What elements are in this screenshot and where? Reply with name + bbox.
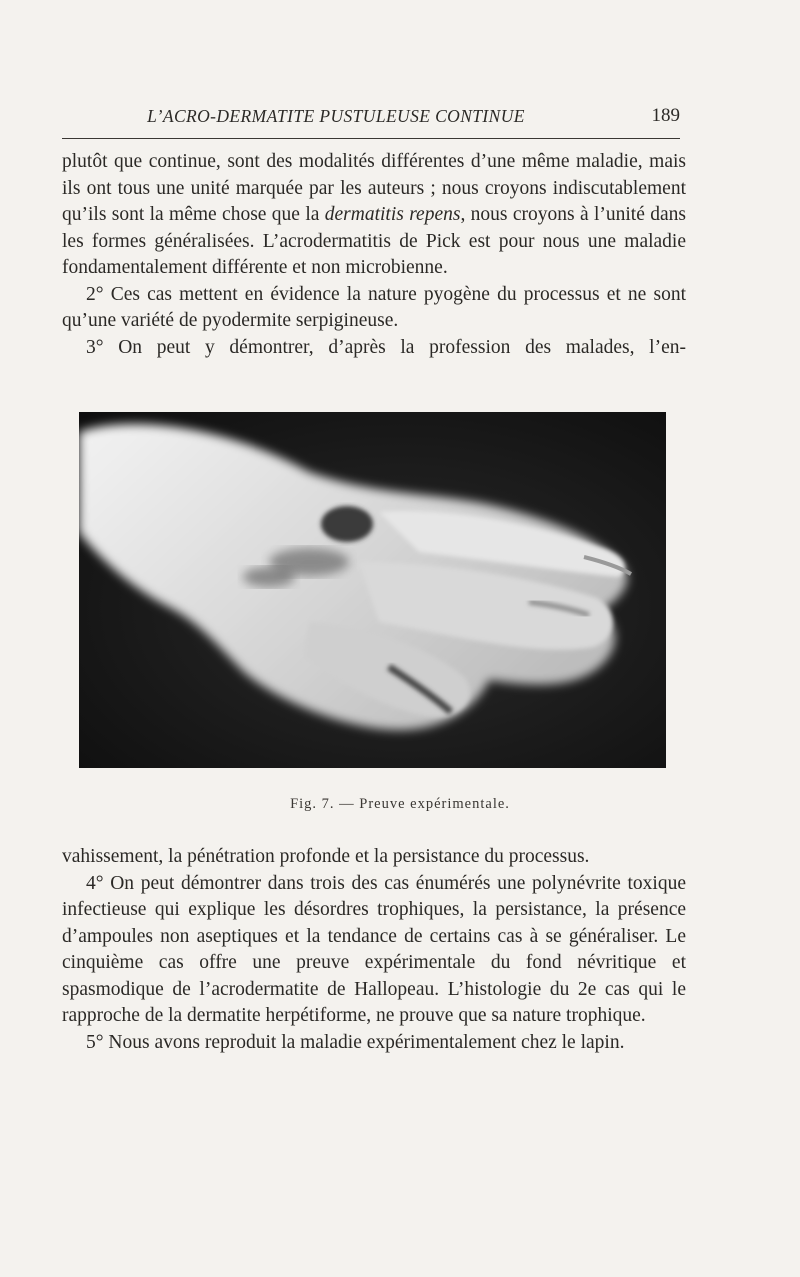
- running-title: L’ACRO-DERMATITE PUSTULEUSE CONTINUE: [147, 106, 525, 126]
- paragraph-continuation: [62, 149, 686, 282]
- paragraph-text: plutôt que continue, sont des modalités différentes d’une même maladie, mais ils ont tous une unité marquée par les auteurs ; nous croyons indiscutablement qu’ils sont la même chose que la: [62, 151, 686, 225]
- text-block-bottom: [62, 844, 686, 1056]
- paragraph-text: , nous croyons à l’unité dans les formes généralisées. L’acrodermatitis de Pick est pour nous une maladie fondamentalement différente et non microbienne.: [62, 204, 686, 278]
- text-block-top: [62, 149, 686, 361]
- paragraph-point-3: 3° On peut y démontrer, d’après la profession des malades, l’en-: [86, 336, 686, 358]
- figure-caption: Fig. 7. — Preuve expérimentale.: [290, 796, 510, 812]
- paragraph-point-4: 4° On peut démontrer dans trois des cas énumérés une polynévrite toxique infectieuse qui explique les désordres trophiques, la persistance, la présence d’ampoules non aseptiques et la tendance de certains cas à se généraliser. Le cinquième cas offre une preuve expérimentale du fond névritique et spasmodique de l’acrodermatite de Hallopeau. L’histologie du 2e cas qui le rapproche de la dermatite herpétiforme, ne prouve que sa nature trophique.: [62, 872, 686, 1026]
- figure-photograph: [79, 412, 666, 768]
- italic-term: dermatitis repens: [324, 204, 461, 225]
- page-number: 189: [651, 105, 680, 126]
- page-header: [62, 98, 680, 139]
- paragraph-point-2: 2° Ces cas mettent en évidence la nature pyogène du processus et ne sont qu’une variété de pyodermite serpigineuse.: [62, 283, 686, 331]
- rabbit-paw-photo: [79, 412, 666, 768]
- paragraph-continuation: vahissement, la pénétration profonde et la persistance du processus.: [62, 846, 590, 867]
- paragraph-point-5: 5° Nous avons reproduit la maladie expérimentalement chez le lapin.: [86, 1031, 625, 1053]
